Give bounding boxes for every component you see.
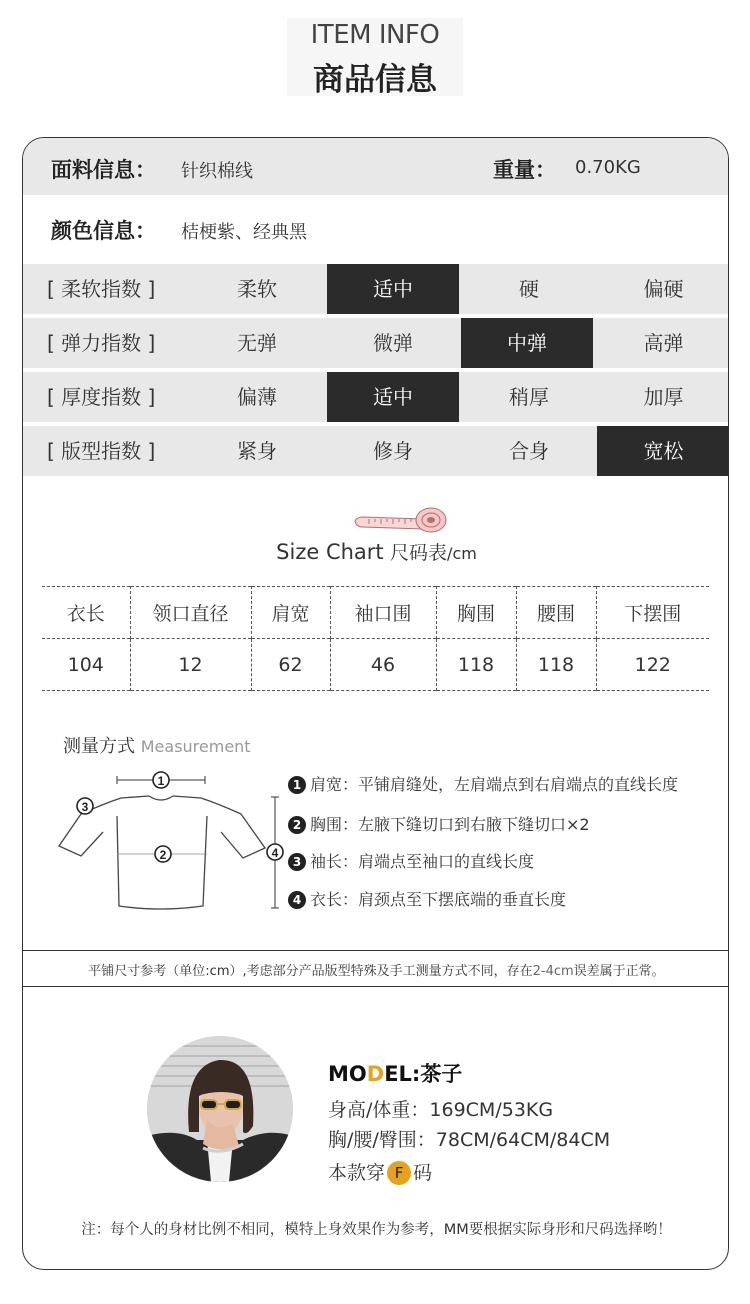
size-header-cell: 下摆围: [596, 587, 709, 639]
size-value-cell: 46: [330, 639, 436, 691]
index-option: 紧身: [237, 439, 277, 463]
model-avatar: [147, 1036, 293, 1182]
measurement-item-text: 袖长：肩端点至袖口的直线长度: [310, 852, 535, 871]
model-note: 注：每个人的身材比例不相同，模特上身效果作为参考，MM要根据实际身形和尺码选择哟！: [81, 1222, 672, 1238]
model-size-prefix: 本款穿: [328, 1162, 386, 1184]
tolerance-note-end: 误差属于正常。: [573, 964, 665, 979]
size-chart-unit: /cm: [447, 544, 477, 563]
model-bwh: 胸/腰/臀围：78CM/64CM/84CM: [328, 1129, 611, 1151]
color-value: 桔梗紫、经典黑: [181, 222, 307, 243]
model-size-suffix: 码: [413, 1162, 433, 1184]
size-value-cell: 104: [67, 653, 104, 676]
index-label: [ 版型指数 ]: [47, 439, 156, 463]
measurement-item: [288, 849, 534, 872]
index-label: [ 柔软指数 ]: [47, 277, 156, 301]
model-height-weight: 身高/体重：169CM/53KG: [328, 1099, 554, 1121]
size-header-cell: 袖口围: [330, 587, 436, 639]
weight-label: 重量：: [493, 158, 556, 182]
index-option: 无弹: [237, 331, 277, 355]
size-table: [42, 586, 709, 691]
divider: [23, 950, 729, 951]
size-header-cell: 肩宽: [251, 587, 330, 639]
size-value-cell: 118: [436, 639, 516, 691]
index-option-selected: 中弹: [461, 318, 593, 368]
info-card: [22, 137, 729, 1270]
garment-diagram: [51, 766, 291, 916]
index-option: 修身: [373, 439, 413, 463]
weight-value: 0.70KG: [575, 157, 641, 178]
size-chart-title: [23, 538, 729, 565]
model-name-prefix: MO: [328, 1062, 367, 1086]
model-name-accent: D: [366, 1062, 385, 1086]
diagram-marker-1-label: 1: [157, 774, 165, 788]
header-title-en: ITEM INFO: [310, 20, 440, 50]
header-title-cn: 商品信息: [313, 62, 437, 98]
measurement-number-badge: 3: [288, 853, 306, 871]
color-label: 颜色信息：: [51, 219, 156, 243]
model-size-worn: [328, 1158, 432, 1185]
measurement-item-text: 胸围：左腋下缝切口到右腋下缝切口×2: [310, 815, 590, 834]
measurement-title-en: Measurement: [140, 737, 251, 756]
size-table-value-row: [42, 639, 709, 691]
size-value-cell: 62: [251, 639, 330, 691]
index-row-thickness: [23, 372, 729, 422]
index-option: 合身: [509, 439, 549, 463]
measurement-item-text: 肩宽：平铺肩缝处，左肩端点到右肩端点的直线长度: [310, 775, 679, 794]
measurement-title-cn: 测量方式: [63, 736, 135, 757]
size-header-cell: 腰围: [516, 587, 596, 639]
index-row-elasticity: [23, 318, 729, 368]
index-option: 偏薄: [237, 385, 277, 409]
measurement-item-text: 衣长：肩颈点至下摆底端的垂直长度: [310, 890, 567, 909]
index-option: 微弹: [373, 331, 413, 355]
model-photo: [147, 1036, 293, 1182]
size-header-cell: 胸围: [436, 587, 516, 639]
index-label: [ 弹力指数 ]: [47, 331, 156, 355]
size-header-cell: 领口直径: [130, 587, 251, 639]
index-option-selected: 适中: [327, 264, 459, 314]
model-size-badge: F: [387, 1161, 411, 1185]
model-name-colon: EL:: [384, 1062, 421, 1086]
size-chart-title-en: Size Chart: [276, 540, 384, 564]
fabric-row: [23, 138, 729, 195]
size-value-cell: 118: [516, 639, 596, 691]
diagram-marker-3-label: 3: [81, 800, 89, 814]
index-option: 硬: [519, 277, 539, 301]
measurement-title: [63, 732, 251, 758]
diagram-marker-4-label: 4: [271, 846, 279, 860]
index-option: 柔软: [237, 277, 277, 301]
diagram-marker-2-label: 2: [159, 848, 167, 862]
index-option: 加厚: [643, 385, 684, 409]
index-option-selected: 适中: [327, 372, 459, 422]
fabric-label: 面料信息：: [51, 158, 156, 182]
header: [0, 0, 750, 110]
index-option: 稍厚: [509, 385, 549, 409]
tolerance-note-text: 平铺尺寸参考（单位:cm）,考虑部分产品版型特殊及手工测量方式不同，存在: [88, 964, 533, 979]
fabric-value: 针织棉线: [181, 161, 253, 182]
size-value-cell: 122: [596, 639, 709, 691]
model-name-value: 茶子: [420, 1062, 463, 1086]
size-value-cell: 12: [130, 639, 251, 691]
measurement-number-badge: 4: [288, 891, 306, 909]
measurement-number-badge: 1: [288, 776, 306, 794]
size-table-header-row: [42, 587, 709, 639]
measuring-tape-icon: [353, 505, 449, 537]
index-option-selected: 宽松: [597, 426, 729, 476]
measurement-number-badge: 2: [288, 816, 306, 834]
index-row-softness: [23, 264, 729, 314]
index-option: 偏硬: [643, 277, 684, 301]
color-row: [23, 200, 729, 256]
index-label: [ 厚度指数 ]: [47, 385, 156, 409]
measurement-item: [288, 887, 566, 910]
size-chart-title-cn: 尺码表: [390, 542, 448, 564]
measurement-item: [288, 812, 590, 835]
tolerance-note-range: 2-4cm: [532, 964, 574, 979]
index-row-fit: [23, 426, 729, 476]
tolerance-note: [23, 960, 729, 979]
index-option: 高弹: [643, 331, 684, 355]
size-header-cell: 衣长: [66, 603, 105, 625]
divider: [23, 986, 729, 987]
measurement-item: [288, 772, 678, 795]
model-name: [328, 1058, 462, 1088]
